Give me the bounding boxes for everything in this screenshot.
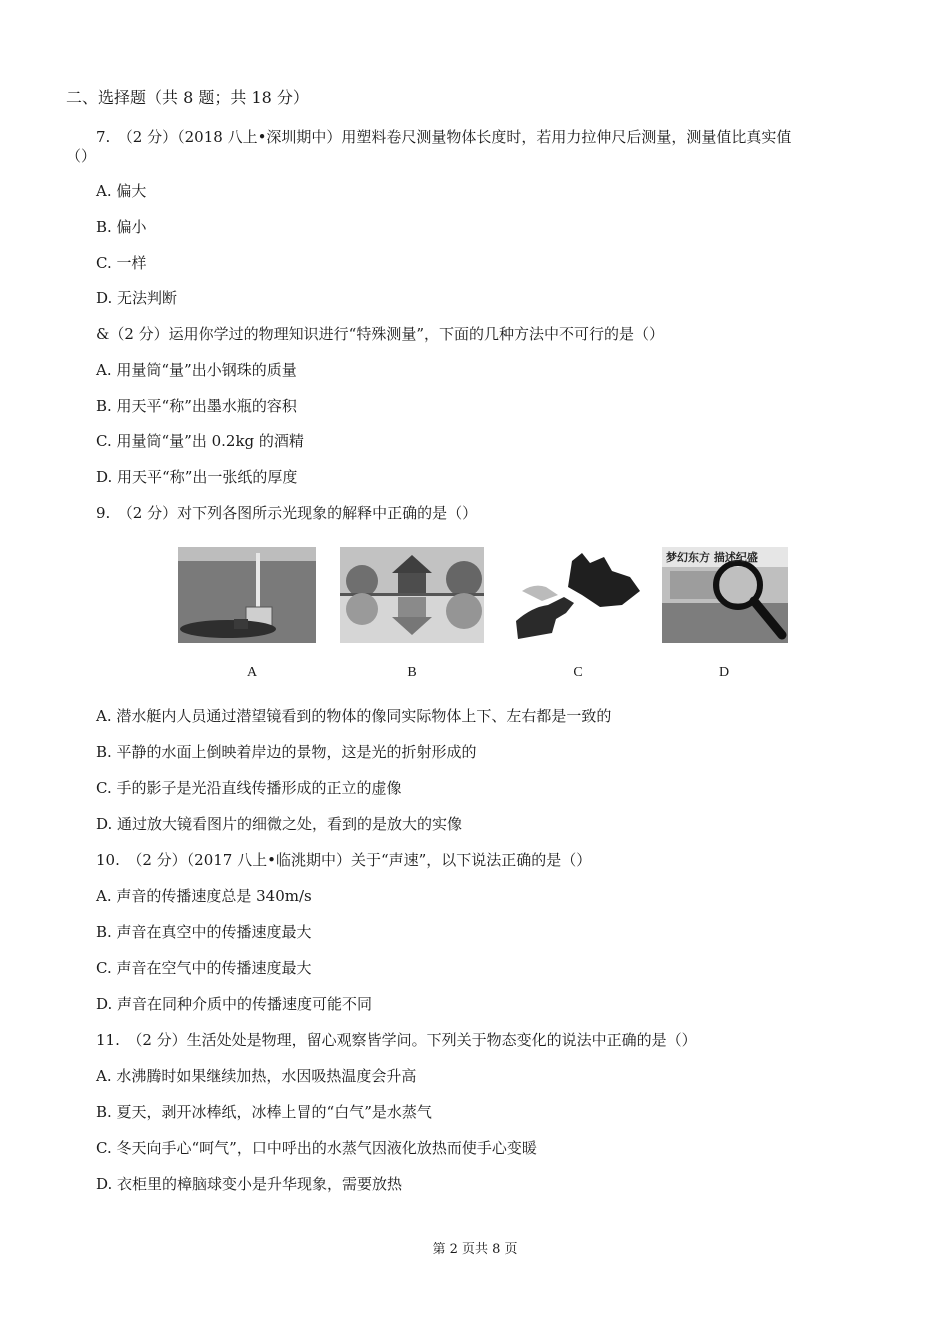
- question-8-text: &（2 分）运用你学过的物理知识进行“特殊测量”，下面的几种方法中不可行的是（）: [96, 325, 665, 343]
- question-11-text: 11. （2 分）生活处处是物理，留心观察皆学问。下列关于物态变化的说法中正确的是（）: [96, 1031, 697, 1049]
- question-8-option-b: B. 用天平“称”出墨水瓶的容积: [96, 397, 297, 415]
- figure-label-b: B: [407, 665, 417, 680]
- question-7-option-b: B. 偏小: [96, 218, 147, 236]
- figure-d-magnifier: [662, 547, 788, 643]
- question-8-option-a: A. 用量筒“量”出小钢珠的质量: [96, 361, 297, 379]
- question-7-text: 7. （2 分）（2018 八上•深圳期中）用塑料卷尺测量物体长度时，若用力拉伸尺后测量，测量值比真实值: [96, 128, 792, 146]
- section-title: 二、选择题（共 8 题；共 18 分）: [66, 88, 309, 107]
- figure-label-d: D: [718, 665, 730, 680]
- figure-d-caption: 梦幻东方 描述纪盛: [666, 551, 758, 564]
- question-10-option-d: D. 声音在同种介质中的传播速度可能不同: [96, 995, 373, 1013]
- question-9-figures: [176, 547, 796, 687]
- question-10-option-a: A. 声音的传播速度总是 340m/s: [96, 887, 312, 905]
- question-10-option-b: B. 声音在真空中的传播速度最大: [96, 923, 312, 941]
- figure-label-c: C: [573, 665, 583, 680]
- question-8-option-d: D. 用天平“称”出一张纸的厚度: [96, 468, 298, 486]
- question-9-text: 9. （2 分）对下列各图所示光现象的解释中正确的是（）: [96, 504, 478, 522]
- question-9-option-d: D. 通过放大镜看图片的细微之处，看到的是放大的实像: [96, 815, 463, 833]
- question-9-option-a: A. 潜水艇内人员通过潜望镜看到的物体的像同实际物体上下、左右都是一致的: [96, 707, 612, 725]
- figure-b-pavilion-reflection: [340, 547, 484, 643]
- question-11-option-c: C. 冬天向手心“呵气”，口中呼出的水蒸气因液化放热而使手心变暖: [96, 1139, 537, 1157]
- question-11-option-b: B. 夏天，剥开冰棒纸，冰棒上冒的“白气”是水蒸气: [96, 1103, 432, 1121]
- figure-a-submarine: [178, 547, 316, 643]
- figure-label-a: A: [246, 665, 258, 680]
- question-8-option-c: C. 用量筒“量”出 0.2kg 的酒精: [96, 432, 304, 450]
- question-10-text: 10. （2 分）（2017 八上•临洮期中）关于“声速”，以下说法正确的是（）: [96, 851, 592, 869]
- question-7-text-cont: （）: [66, 147, 97, 165]
- question-7-option-a: A. 偏大: [96, 182, 147, 200]
- figure-c-hand-shadow: [512, 547, 648, 643]
- question-10-option-c: C. 声音在空气中的传播速度最大: [96, 959, 312, 977]
- question-11-option-a: A. 水沸腾时如果继续加热，水因吸热温度会升高: [96, 1067, 417, 1085]
- question-7-option-d: D. 无法判断: [96, 289, 178, 307]
- question-9-option-b: B. 平静的水面上倒映着岸边的景物，这是光的折射形成的: [96, 743, 477, 761]
- question-9-option-c: C. 手的影子是光沿直线传播形成的正立的虚像: [96, 779, 402, 797]
- page-footer: 第 2 页共 8 页: [432, 1242, 518, 1257]
- question-11-option-d: D. 衣柜里的樟脑球变小是升华现象，需要放热: [96, 1175, 403, 1193]
- question-7-option-c: C. 一样: [96, 254, 147, 272]
